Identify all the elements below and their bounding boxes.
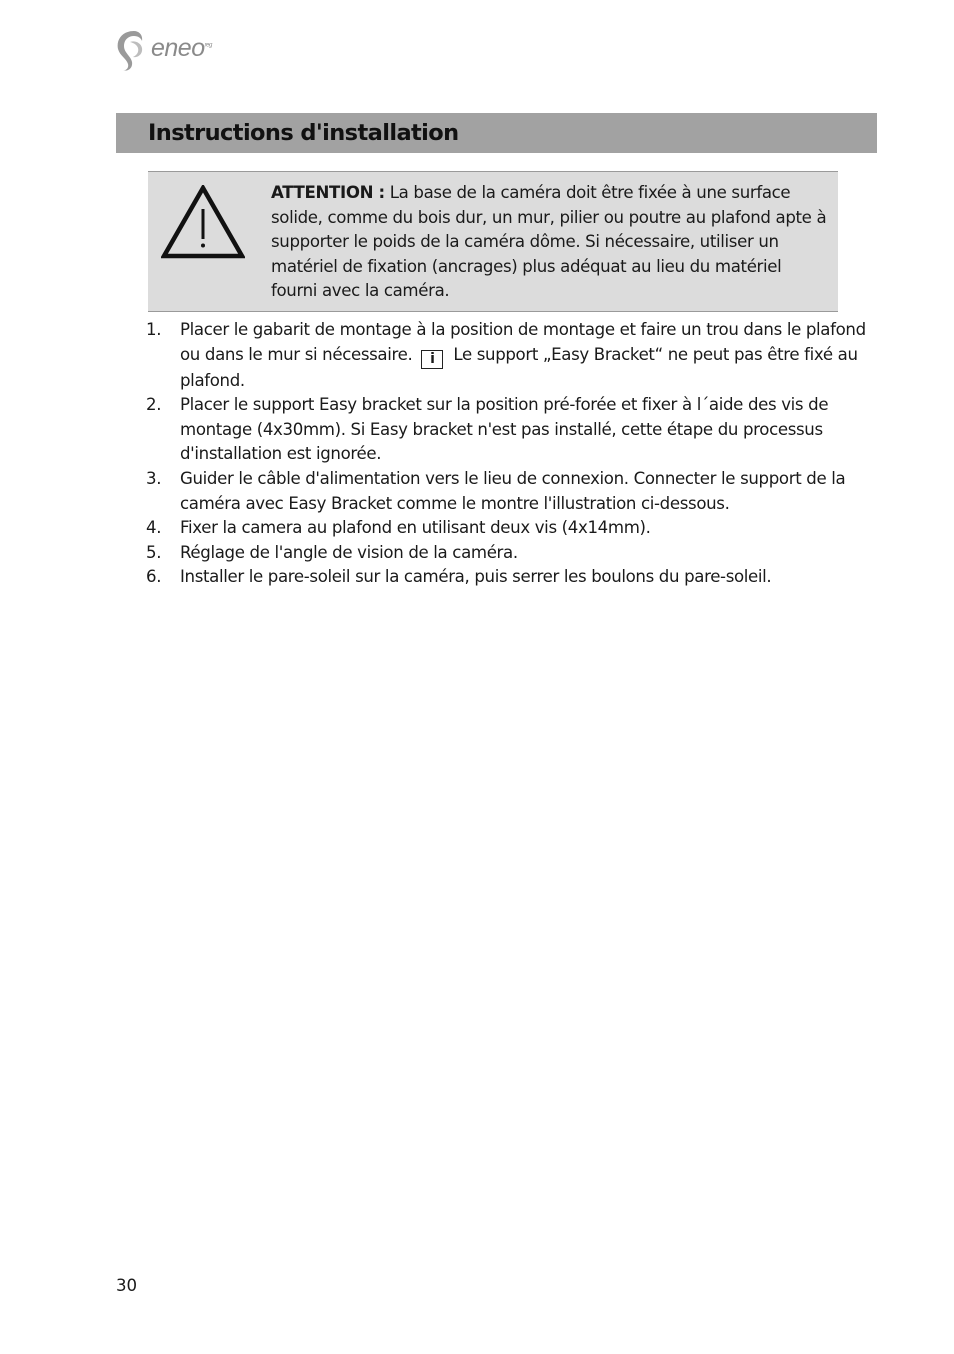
warning-triangle-icon bbox=[161, 185, 245, 259]
step-text: Placer le support Easy bracket sur la position pré-forée et fixer à l´aide des vis de montage (4x30mm). Si Easy bracket n'est pas installé, cette étape du processus d'installation est ignorée. bbox=[180, 395, 829, 464]
step-number: 5. bbox=[146, 542, 162, 562]
section-title: Instructions d'installation bbox=[148, 120, 459, 146]
installation-steps bbox=[146, 318, 870, 590]
step-number: 2. bbox=[146, 395, 162, 415]
section-header bbox=[116, 113, 877, 153]
step-text: Fixer la camera au plafond en utilisant deux vis (4x14mm). bbox=[180, 518, 651, 538]
logo-wordmark: eneo$^{reg}$ bbox=[151, 33, 212, 62]
list-item bbox=[146, 516, 870, 541]
list-item bbox=[146, 467, 870, 516]
list-item bbox=[146, 318, 870, 393]
brand-logo bbox=[114, 28, 212, 72]
step-text: Réglage de l'angle de vision de la caméra. bbox=[180, 542, 518, 562]
page-number: 30 bbox=[116, 1276, 138, 1295]
registered-mark: reg bbox=[204, 42, 212, 49]
step-number: 1. bbox=[146, 320, 162, 339]
step-number: 3. bbox=[146, 468, 162, 488]
step-number: 6. bbox=[146, 567, 162, 587]
list-item bbox=[146, 541, 870, 566]
list-item bbox=[146, 565, 870, 590]
step-text: Guider le câble d'alimentation vers le lieu de connexion. Connecter le support de la caméra avec Easy Bracket comme le montre l'illustration ci-dessous. bbox=[180, 468, 846, 513]
warning-box bbox=[148, 171, 838, 312]
step-text: Installer le pare-soleil sur la caméra, puis serrer les boulons du pare-soleil. bbox=[180, 567, 772, 587]
step-number: 4. bbox=[146, 518, 162, 538]
list-item bbox=[146, 393, 870, 467]
info-icon: i bbox=[421, 350, 443, 369]
warning-body: La base de la caméra doit être fixée à une surface solide, comme du bois dur, un mur, pilier ou poutre au plafond apte à supporter le poids de la caméra dôme. Si nécessaire, utiliser un matériel de fixation (ancrages) plus adéquat au lieu du matériel fourni avec la caméra. bbox=[271, 183, 827, 301]
warning-label: ATTENTION : bbox=[271, 183, 385, 202]
step-text: Placer le gabarit de montage à la position de montage et faire un trou dans le plafond ou dans le mur si nécessaire. i Le support „Easy Bracket“ ne peut pas être fixé au plafond. bbox=[180, 320, 866, 390]
eneo-logo-icon bbox=[114, 28, 148, 72]
warning-text bbox=[271, 181, 831, 304]
